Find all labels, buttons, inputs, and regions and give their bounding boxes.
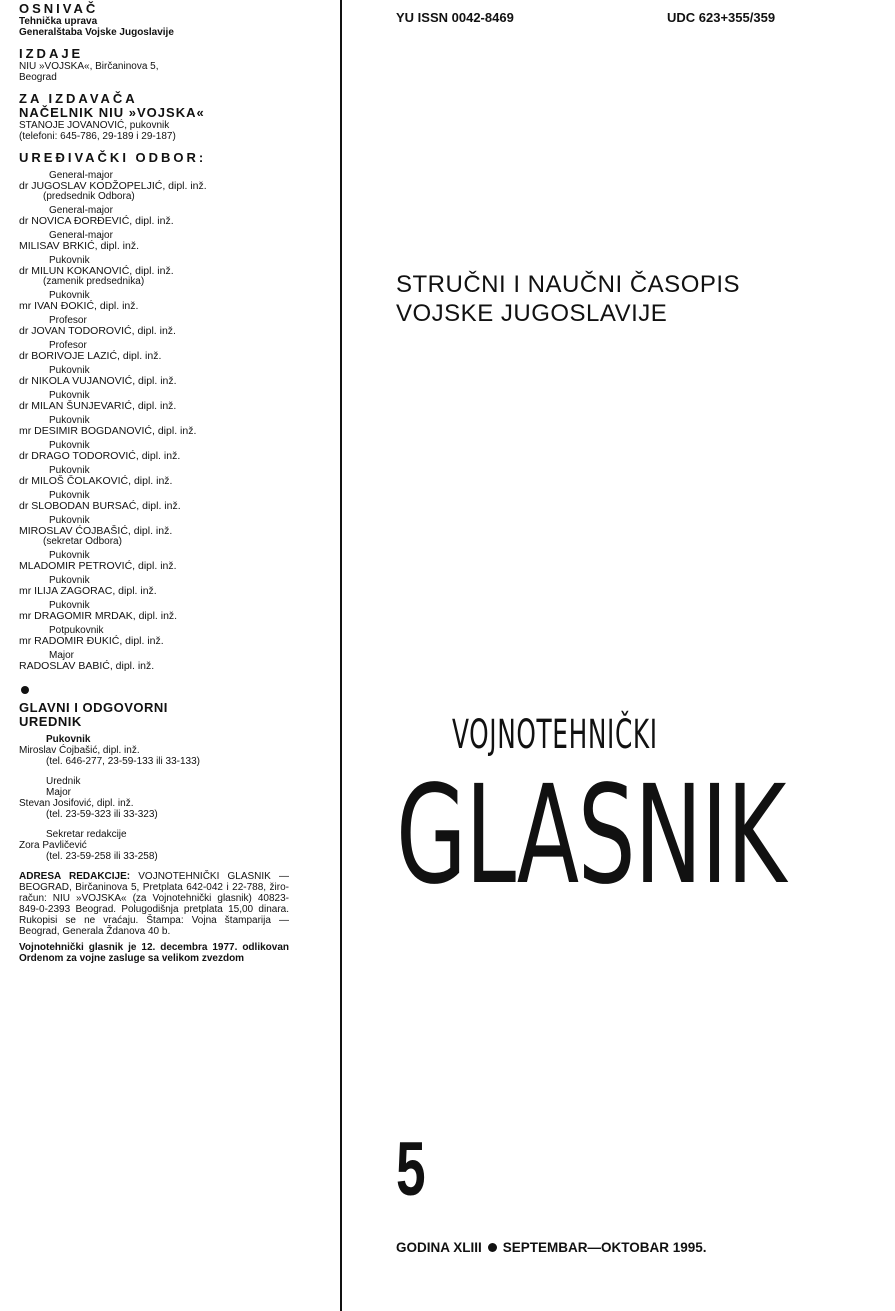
adresa-redakcije [19,871,289,937]
issn-number: YU ISSN 0042-8469 [396,10,514,25]
odbor-heading: UREĐIVAČKI ODBOR: [19,150,207,165]
odbor-member [19,391,340,412]
odbor-member [19,491,340,512]
journal-subtitle [396,270,740,328]
award-note: Vojnotehnički glasnik je 12. decembra 1977. odlikovan Ordenom za vojne zasluge sa velikom zvezdom [19,942,289,964]
member-rank: Pukovnik [49,440,90,451]
subtitle-line: STRUČNI I NAUČNI ČASOPIS [396,271,741,298]
odbor-member [19,551,340,572]
za-izdavaca-line: STANOJE JOVANOVIĆ, pukovnik [19,120,170,131]
member-rank: Pukovnik [49,255,90,266]
member-rank: Pukovnik [49,600,90,611]
odbor-member-list [19,171,340,672]
odbor-member [19,466,340,487]
member-rank: Pukovnik [49,465,90,476]
osnivac-line: Generalštaba Vojske Jugoslavije [19,27,174,38]
member-name: mr RADOMIR ĐUKIĆ, dipl. inž. [19,635,164,647]
za-izdavaca-heading: ZA IZDAVAČA [19,91,138,106]
member-rank: Pukovnik [49,390,90,401]
member-name: dr DRAGO TODOROVIĆ, dipl. inž. [19,450,181,462]
izdaje-heading: IZDAJE [19,46,84,61]
urednik-phone: (tel. 23-59-323 ili 33-323) [46,809,158,820]
member-rank: General-major [49,170,113,181]
member-role: (sekretar Odbora) [43,536,122,547]
glavni-section [19,701,340,767]
member-rank: General-major [49,230,113,241]
member-rank: Pukovnik [49,515,90,526]
member-name: dr BORIVOJE LAZIĆ, dipl. inž. [19,350,162,362]
sekretar-name: Zora Pavličević [19,840,87,851]
bullet-dot [488,1243,497,1252]
cover-column [342,0,895,1311]
period-text: SEPTEMBAR—OKTOBAR 1995. [502,1240,707,1255]
urednik-title: Urednik [46,776,81,787]
odbor-member [19,576,340,597]
member-name: mr DESIMIR BOGDANOVIĆ, dipl. inž. [19,425,197,437]
sekretar-title: Sekretar redakcije [46,829,127,840]
member-rank: Pukovnik [49,415,90,426]
masthead-top: VOJNOTEHNIČKI [452,712,658,758]
odbor-member [19,441,340,462]
member-rank: General-major [49,205,113,216]
osnivac-heading: OSNIVAČ [19,1,99,16]
member-name: dr MILAN ŠUNJEVARIĆ, dipl. inž. [19,400,177,412]
member-name: dr NIKOLA VUJANOVIĆ, dipl. inž. [19,375,177,387]
odbor-member [19,171,340,202]
member-name: MLADOMIR PETROVIĆ, dipl. inž. [19,560,177,572]
udc-code: UDC 623+355/359 [667,10,776,25]
adresa-text: VOJNOTEHNIČKI GLASNIK — BEOGRAD, Birčaninova 5, Pretplata 642-042 i 22-788, žiro-račun: NIU »VOJSKA« (za Vojnotehnički glasnik) 40823-849-0-2393 Beograd. Polugodišnja pretplata 15,00 dinara. Rukopisi se ne vraćaju. Štampa: Vojna štamparija — Beograd, Generala Ždanova 40 b. [19,871,289,937]
member-name: MIROSLAV ĆOJBAŠIĆ, dipl. inž. [19,525,173,537]
odbor-member [19,316,340,337]
member-rank: Pukovnik [49,550,90,561]
member-rank: Pukovnik [49,365,90,376]
bullet-dot [21,686,29,694]
izdaje-section [19,47,340,83]
member-name: dr NOVICA ĐORĐEVIĆ, dipl. inž. [19,215,174,227]
glavni-name: Miroslav Ćojbašić, dipl. inž. [19,745,140,756]
issue-number: 5 [396,1127,426,1212]
member-role: (zamenik predsednika) [43,276,145,287]
masthead-title: GLASNIK [396,757,786,915]
member-rank: Pukovnik [49,575,90,586]
odbor-member [19,416,340,437]
member-rank: Profesor [49,315,87,326]
godina-text: GODINA XLIII [396,1240,482,1255]
member-name: dr JUGOSLAV KODŽOPELJIĆ, dipl. inž. [19,180,207,192]
odbor-member [19,516,340,547]
member-name: dr JOVAN TODOROVIĆ, dipl. inž. [19,325,176,337]
odbor-member [19,626,340,647]
odbor-member [19,341,340,362]
issue-date-line [396,1240,707,1255]
izdaje-line: NIU »VOJSKA«, Birčaninova 5, [19,61,159,72]
urednik-name: Stevan Josifović, dipl. inž. [19,798,134,809]
glavni-rank: Pukovnik [46,734,91,745]
odbor-member [19,291,340,312]
member-rank: Major [49,650,75,661]
member-name: dr MILOŠ ČOLAKOVIĆ, dipl. inž. [19,475,173,487]
member-rank: Pukovnik [49,290,90,301]
editorial-column [0,0,340,1311]
member-rank: Potpukovnik [49,625,104,636]
member-name: RADOSLAV BABIĆ, dipl. inž. [19,660,155,672]
adresa-label: ADRESA REDAKCIJE: [19,871,131,882]
za-izdavaca-subheading: NAČELNIK NIU »VOJSKA« [19,105,205,120]
member-name: mr ILIJA ZAGORAC, dipl. inž. [19,585,157,597]
subtitle-line: VOJSKE JUGOSLAVIJE [396,300,668,327]
member-name: MILISAV BRKIĆ, dipl. inž. [19,240,140,252]
member-name: dr SLOBODAN BURSAĆ, dipl. inž. [19,500,181,512]
member-name: mr IVAN ĐOKIĆ, dipl. inž. [19,300,139,312]
glavni-heading: GLAVNI I ODGOVORNI [19,700,168,715]
member-rank: Pukovnik [49,490,90,501]
member-name: dr MILUN KOKANOVIĆ, dipl. inž. [19,265,174,277]
za-izdavaca-section [19,92,340,142]
urednik-section [19,776,340,820]
odbor-member [19,256,340,287]
odbor-member [19,231,340,252]
odbor-member [19,601,340,622]
izdaje-line: Beograd [19,72,57,83]
osnivac-section [19,2,340,38]
member-rank: Profesor [49,340,87,351]
member-name: mr DRAGOMIR MRDAK, dipl. inž. [19,610,178,622]
glavni-heading: UREDNIK [19,714,82,729]
member-role: (predsednik Odbora) [43,191,135,202]
sekretar-phone: (tel. 23-59-258 ili 33-258) [46,851,158,862]
odbor-member [19,366,340,387]
osnivac-line: Tehnička uprava [19,16,98,27]
za-izdavaca-line: (telefoni: 645-786, 29-189 i 29-187) [19,131,176,142]
glavni-phone: (tel. 646-277, 23-59-133 ili 33-133) [46,756,200,767]
odbor-member [19,651,340,672]
odbor-member [19,206,340,227]
sekretar-section [19,829,340,862]
urednik-rank: Major [46,787,72,798]
